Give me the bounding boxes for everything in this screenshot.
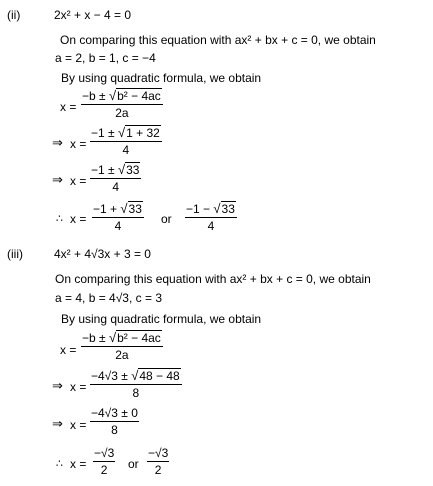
implies-symbol: ⇒ xyxy=(52,136,63,151)
numerator-prefix: −1 ± xyxy=(91,163,115,177)
part-iii-step1-lhs: x = xyxy=(60,343,77,357)
part-ii-step4-lhs: x = xyxy=(70,212,87,226)
part-ii-compare-text: On comparing this equation with ax² + bx + c = 0, we obtain xyxy=(60,33,376,47)
part-iii-step4-fraction-2 xyxy=(147,447,169,476)
fraction-numerator xyxy=(185,202,237,218)
numerator-prefix: −b ± xyxy=(82,89,106,103)
radicand: 33 xyxy=(128,202,142,216)
part-iii-step2-lhs: x = xyxy=(70,380,87,394)
part-ii-step3-lhs: x = xyxy=(70,174,87,188)
part-ii-formula-text: By using quadratic formula, we obtain xyxy=(61,71,262,85)
part-ii-coefficients: a = 2, b = 1, c = −4 xyxy=(55,51,156,65)
fraction-denominator: 2 xyxy=(100,463,108,477)
square-root: √b² − 4ac xyxy=(108,330,161,345)
fraction-denominator: 4 xyxy=(112,180,120,194)
radicand: b² − 4ac xyxy=(117,89,161,103)
fraction-numerator: −√3 xyxy=(148,446,169,460)
part-iii-step3-fraction xyxy=(90,407,139,436)
part-ii-step1-fraction xyxy=(81,89,163,119)
fraction-numerator xyxy=(90,369,182,385)
radicand: 33 xyxy=(221,202,235,216)
numerator-prefix: −1 − xyxy=(186,202,211,216)
fraction-denominator: 8 xyxy=(132,386,140,400)
fraction-denominator: 4 xyxy=(122,143,130,157)
fraction-denominator: 2 xyxy=(154,463,162,477)
part-iii-coefficients: a = 4, b = 4√3, c = 3 xyxy=(55,291,162,305)
or-word: or xyxy=(161,212,172,226)
part-iii-step2-fraction xyxy=(90,369,182,399)
part-iii-step1-fraction xyxy=(81,331,163,361)
part-iii-equation: 4x² + 4√3x + 3 = 0 xyxy=(54,247,151,261)
square-root: √33 xyxy=(120,201,142,216)
numerator-prefix: −b ± xyxy=(82,331,106,345)
radicand: 48 − 48 xyxy=(139,369,180,383)
fraction-denominator: 8 xyxy=(111,423,118,437)
implies-symbol: ⇒ xyxy=(52,379,63,394)
fraction-denominator: 4 xyxy=(207,219,215,233)
part-ii-step3-fraction xyxy=(90,163,141,193)
square-root: √33 xyxy=(213,201,235,216)
part-ii-step4-fraction-1 xyxy=(92,202,144,232)
fraction-denominator: 2a xyxy=(115,106,129,120)
part-ii-step1-lhs: x = xyxy=(60,100,77,114)
implies-symbol: ⇒ xyxy=(52,417,63,432)
radicand: 33 xyxy=(126,163,140,177)
implies-symbol: ⇒ xyxy=(52,173,63,188)
part-iii-step4-lhs: x = xyxy=(70,457,87,471)
fraction-numerator xyxy=(92,202,144,218)
radicand: 1 + 32 xyxy=(126,126,160,140)
fraction-numerator: −√3 xyxy=(94,446,115,460)
part-iii-step4-fraction-1 xyxy=(93,447,115,476)
part-iii-compare-text: On comparing this equation with ax² + bx + c = 0, we obtain xyxy=(55,272,371,286)
numerator-prefix: −4√3 ± xyxy=(91,369,128,383)
therefore-symbol: ∴ xyxy=(56,212,63,225)
part-iii-step3-lhs: x = xyxy=(70,418,87,432)
fraction-denominator: 2a xyxy=(115,348,129,362)
fraction-denominator: 4 xyxy=(114,219,122,233)
fraction-numerator xyxy=(90,163,141,179)
therefore-symbol: ∴ xyxy=(56,457,63,470)
fraction-numerator: −4√3 ± 0 xyxy=(91,406,138,420)
part-ii-equation: 2x² + x − 4 = 0 xyxy=(54,8,132,22)
numerator-prefix: −1 + xyxy=(93,202,118,216)
fraction-numerator xyxy=(81,331,163,347)
fraction-numerator xyxy=(90,126,162,142)
radicand: b² − 4ac xyxy=(117,331,161,345)
fraction-numerator xyxy=(81,89,163,105)
part-ii-step2-fraction xyxy=(90,126,162,156)
part-ii-step4-fraction-2 xyxy=(185,202,237,232)
part-iii-formula-text: By using quadratic formula, we obtain xyxy=(61,312,262,326)
part-ii-step2-lhs: x = xyxy=(70,137,87,151)
square-root: √33 xyxy=(117,162,140,177)
square-root: √1 + 32 xyxy=(117,125,160,140)
square-root: √b² − 4ac xyxy=(108,88,161,103)
square-root: √48 − 48 xyxy=(131,368,180,383)
part-iii-label: (iii) xyxy=(7,247,23,261)
numerator-prefix: −1 ± xyxy=(91,126,115,140)
or-word: or xyxy=(128,457,139,471)
part-ii-label: (ii) xyxy=(7,8,21,22)
